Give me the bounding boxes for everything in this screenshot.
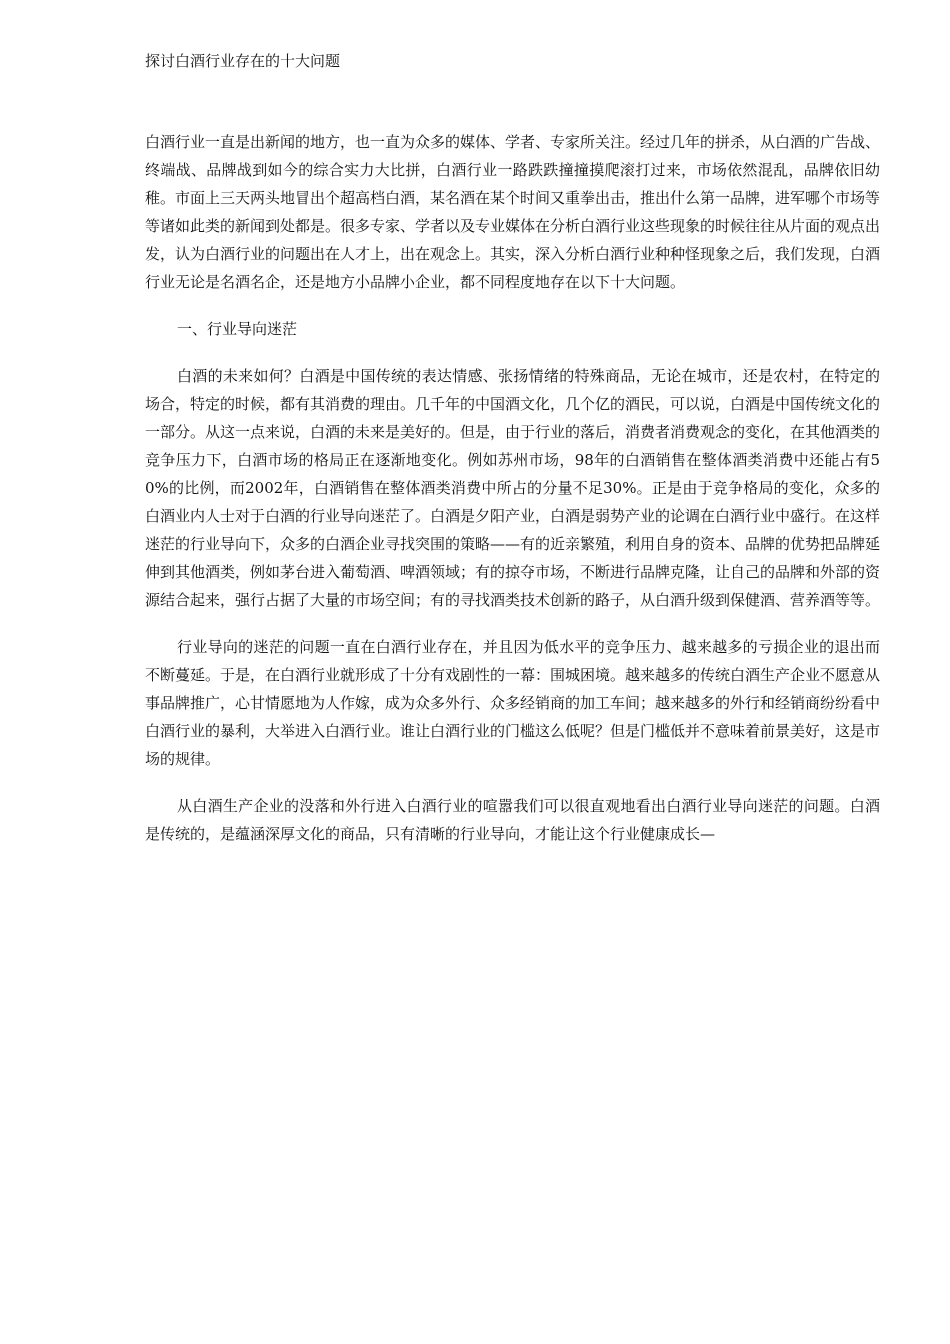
- paragraph-3: 从白酒生产企业的没落和外行进入白酒行业的喧嚣我们可以很直观地看出白酒行业导向迷茫的问题。白酒是传统的，是蕴涵深厚文化的商品，只有清晰的行业导向，才能让这个行业健康成长—: [145, 797, 880, 843]
- paragraph-1: 白酒的未来如何？白酒是中国传统的表达情感、张扬情绪的特殊商品，无论在城市，还是农村，在特定的场合，特定的时候，都有其消费的理由。几千年的中国酒文化，几个亿的酒民，可以说，白酒是中国传统文化的一部分。从这一点来说，白酒的未来是美好的。但是，由于行业的落后，消费者消费观念的变化，在其他酒类的竞争压力下，白酒市场的格局正在逐渐地变化。例如苏州市场，98年的白酒销售在整体酒类消费中还能占有50%的比例，而2002年，白酒销售在整体酒类消费中所占的分量不足30%。正是由于竞争格局的变化，众多的白酒业内人士对于白酒的行业导向迷茫了。白酒是夕阳产业，白酒是弱势产业的论调在白酒行业中盛行。在这样迷茫的行业导向下，众多的白酒企业寻找突围的策略——有的近亲繁殖，利用自身的资本、品牌的优势把品牌延伸到其他酒类，例如茅台进入葡萄酒、啤酒领域；有的掠夺市场，不断进行品牌克隆，让自己的品牌和外部的资源结合起来，强行占据了大量的市场空间；有的寻找酒类技术创新的路子，从白酒升级到保健酒、营养酒等等。: [145, 367, 881, 609]
- paragraph-2: 行业导向的迷茫的问题一直在白酒行业存在，并且因为低水平的竞争压力、越来越多的亏损企业的退出而不断蔓延。于是，在白酒行业就形成了十分有戏剧性的一幕：围城困境。越来越多的传统白酒生产企业不愿意从事品牌推广，心甘情愿地为人作嫁，成为众多外行、众多经销商的加工车间；越来越多的外行和经销商纷纷看中白酒行业的暴利，大举进入白酒行业。谁让白酒行业的门槛这么低呢？但是门槛低并不意味着前景美好，这是市场的规律。: [145, 638, 881, 768]
- document-title: 探讨白酒行业存在的十大问题: [145, 52, 341, 70]
- paragraph-intro: 白酒行业一直是出新闻的地方，也一直为众多的媒体、学者、专家所关注。经过几年的拼杀，从白酒的广告战、终端战、品牌战到如今的综合实力大比拼，白酒行业一路跌跌撞撞摸爬滚打过来，市场依然混乱，品牌依旧幼稚。市面上三天两头地冒出个超高档白酒，某名酒在某个时间又重拳出击，推出什么第一品牌，进军哪个市场等等诸如此类的新闻到处都是。很多专家、学者以及专业媒体在分析白酒行业这些现象的时候往往从片面的观点出发，认为白酒行业的问题出在人才上，出在观念上。其实，深入分析白酒行业种种怪现象之后，我们发现，白酒行业无论是名酒名企，还是地方小品牌小企业，都不同程度地存在以下十大问题。: [145, 133, 881, 291]
- document-body: [145, 128, 880, 867]
- section-heading-1: 一、行业导向迷茫: [177, 320, 298, 338]
